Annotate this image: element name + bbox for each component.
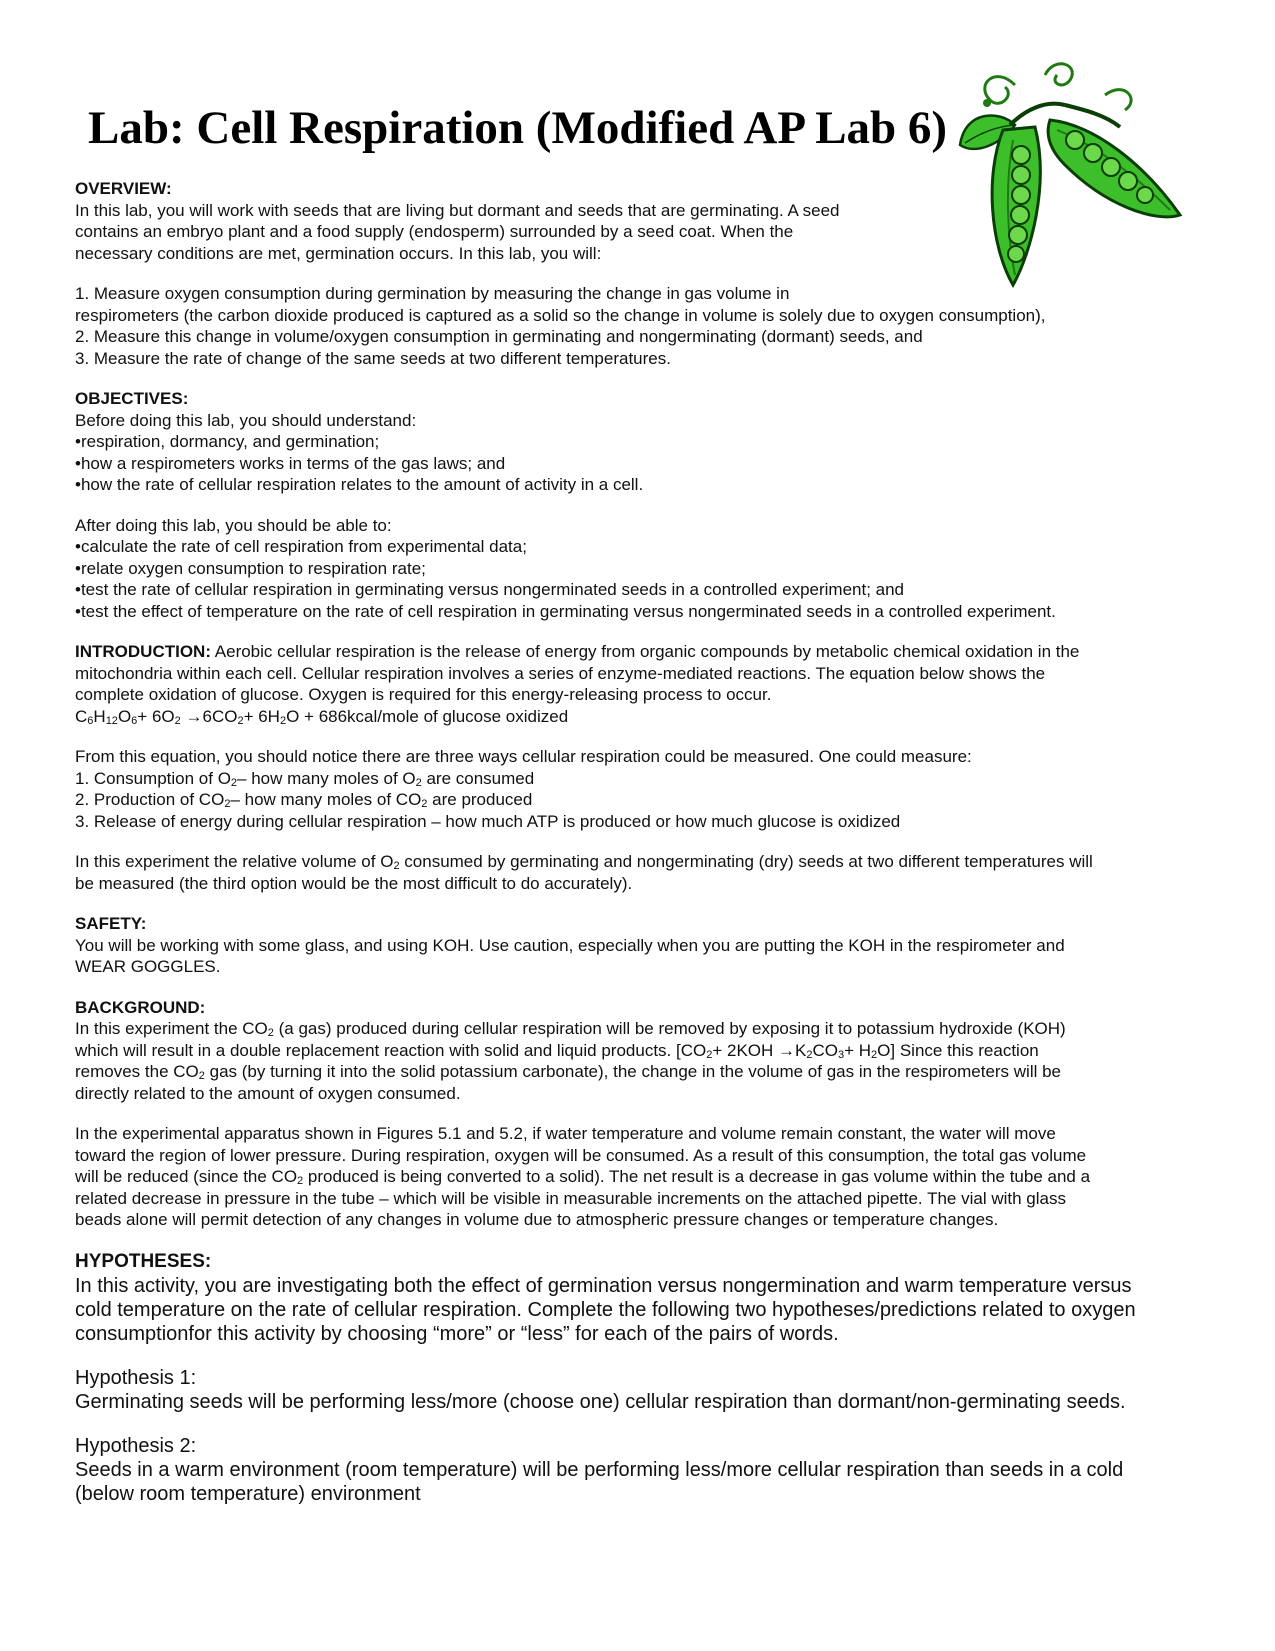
- safety-line: WEAR GOGGLES.: [75, 957, 221, 976]
- objectives-heading: OBJECTIVES:: [75, 389, 189, 408]
- hypotheses-heading: HYPOTHESES:: [75, 1250, 212, 1272]
- introduction-line: complete oxidation of glucose. Oxygen is required for this energy-releasing process to occur.: [75, 685, 772, 704]
- list-item: 2. Measure this change in volume/oxygen consumption in germinating and nongerminating (dormant) seeds, and: [75, 327, 923, 346]
- ways-intro: From this equation, you should notice there are three ways cellular respiration could be measured. One could measure:: [75, 747, 972, 766]
- glucose-equation: $C_6H_{12}O_6+ 6O_2 \to 6CO_2+ 6H_2O$ + 686kcal/mole of glucose oxidized: [75, 706, 569, 727]
- safety-heading: SAFETY:: [75, 914, 147, 933]
- hypotheses-line: consumptionfor this activity by choosing “more” or “less” for each of the pairs of words.: [75, 1322, 839, 1345]
- background-line: removes the $CO_2$ gas (by turning it into the solid potassium carbonate), the change in the volume of gas in the respirometers will be: [75, 1062, 1062, 1082]
- safety-section: [75, 913, 1205, 978]
- background-heading: BACKGROUND:: [75, 997, 206, 1017]
- safety-line: You will be working with some glass, and using KOH. Use caution, especially when you are putting the KOH in the respirometer and: [75, 935, 1065, 955]
- apparatus-line: beads alone will permit detection of any changes in volume due to atmospheric pressure changes or temperature changes.: [75, 1210, 999, 1229]
- overview-list: [75, 283, 1205, 369]
- list-item: •how a respirometers works in terms of the gas laws; and: [75, 453, 506, 473]
- measurement-ways: [75, 746, 1205, 832]
- objectives-before-intro: Before doing this lab, you should understand:: [75, 410, 417, 430]
- page-title: Lab: Cell Respiration (Modified AP Lab 6): [88, 102, 948, 154]
- list-item: 1. Consumption of $O_2-$ how many moles of $O_2$ are consumed: [75, 768, 535, 789]
- apparatus-paragraph: [75, 1123, 1205, 1231]
- worksheet-body: [75, 178, 1205, 1526]
- hypothesis-2-text: (below room temperature) environment: [75, 1482, 421, 1505]
- apparatus-line: In the experimental apparatus shown in Figures 5.1 and 5.2, if water temperature and volume remain constant, the water will move: [75, 1124, 1056, 1143]
- overview-line: contains an embryo plant and a food supply (endosperm) surrounded by a seed coat. When the: [75, 222, 794, 241]
- objectives-after: [75, 515, 1205, 623]
- list-item: •test the rate of cellular respiration in germinating versus nongerminated seeds in a controlled experiment; and: [75, 580, 905, 599]
- experiment-paragraph: [75, 851, 1205, 894]
- list-item: •respiration, dormancy, and germination;: [75, 432, 380, 451]
- list-item: 1. Measure oxygen consumption during germination by measuring the change in gas volume in: [75, 284, 790, 303]
- list-item: 3. Measure the rate of change of the same seeds at two different temperatures.: [75, 348, 671, 368]
- background-line: directly related to the amount of oxygen consumed.: [75, 1083, 461, 1103]
- objectives-after-intro: After doing this lab, you should be able to:: [75, 515, 392, 535]
- overview-line: In this lab, you will work with seeds that are living but dormant and seeds that are germinating. A seed: [75, 200, 840, 220]
- hypotheses-line: In this activity, you are investigating both the effect of germination versus nongermination and warm temperature versus: [75, 1274, 1132, 1297]
- introduction-first-line: [75, 641, 1205, 663]
- experiment-line: In this experiment the relative volume of $O_2$ consumed by germinating and nongerminating (dry) seeds at two different temperatures will: [75, 852, 1093, 872]
- hypothesis-1: [75, 1366, 1205, 1414]
- overview-section: [75, 178, 1205, 264]
- apparatus-line: toward the region of lower pressure. During respiration, oxygen will be consumed. As a result of this consumption, the total gas volume: [75, 1145, 1087, 1165]
- list-item: 3. Release of energy during cellular respiration – how much ATP is produced or how much glucose is oxidized: [75, 811, 901, 831]
- introduction-heading: INTRODUCTION:: [75, 642, 211, 661]
- list-item: •how the rate of cellular respiration relates to the amount of activity in a cell.: [75, 475, 644, 494]
- introduction-line: mitochondria within each cell. Cellular respiration involves a series of enzyme-mediated reactions. The equation below shows the: [75, 663, 1046, 683]
- objectives-section: [75, 388, 1205, 496]
- list-item: 2. Production of $CO_2-$ how many moles of $CO_2$ are produced: [75, 790, 533, 810]
- introduction-text: Aerobic cellular respiration is the release of energy from organic compounds by metabolic chemical oxidation in the: [210, 642, 1080, 661]
- apparatus-line: will be reduced (since the $CO_2$ produced is being converted to a solid). The net result is a decrease in gas volume within the tube and a: [75, 1167, 1091, 1187]
- background-line: which will result in a double replacement reaction with solid and liquid products. $[CO_2+ 2KOH \to K_2CO_3+ H_2O]$ Since this reaction: [75, 1040, 1039, 1061]
- hypothesis-2: [75, 1434, 1205, 1506]
- hypotheses-section: [75, 1250, 1205, 1346]
- hypothesis-2-text: Seeds in a warm environment (room temperature) will be performing less/more cellular respiration than seeds in a cold: [75, 1458, 1124, 1481]
- apparatus-line: related decrease in pressure in the tube – which will be visible in measurable increments on the attached pipette. The vial with glass: [75, 1188, 1066, 1208]
- hypothesis-2-label: Hypothesis 2:: [75, 1434, 197, 1457]
- introduction-section: [75, 641, 1205, 727]
- experiment-line: be measured (the third option would be the most difficult to do accurately).: [75, 873, 633, 893]
- hypothesis-1-text: Germinating seeds will be performing less/more (choose one) cellular respiration than dormant/non-germinating seeds.: [75, 1390, 1126, 1413]
- background-section: [75, 997, 1205, 1105]
- hypotheses-line: cold temperature on the rate of cellular respiration. Complete the following two hypotheses/predictions related to oxygen: [75, 1298, 1136, 1321]
- list-item: •test the effect of temperature on the rate of cell respiration in germinating versus nongerminated seeds in a controlled experiment.: [75, 601, 1056, 621]
- background-line: In this experiment the $CO_2$ (a gas) produced during cellular respiration will be removed by exposing it to potassium hydroxide (KOH): [75, 1019, 1066, 1039]
- list-item: •relate oxygen consumption to respiration rate;: [75, 558, 426, 578]
- list-item: respirometers (the carbon dioxide produced is captured as a solid so the change in volume is solely due to oxygen consumption),: [75, 305, 1046, 325]
- hypothesis-1-label: Hypothesis 1:: [75, 1366, 197, 1389]
- overview-heading: OVERVIEW:: [75, 179, 172, 198]
- overview-line: necessary conditions are met, germination occurs. In this lab, you will:: [75, 243, 602, 263]
- list-item: •calculate the rate of cell respiration from experimental data;: [75, 537, 527, 556]
